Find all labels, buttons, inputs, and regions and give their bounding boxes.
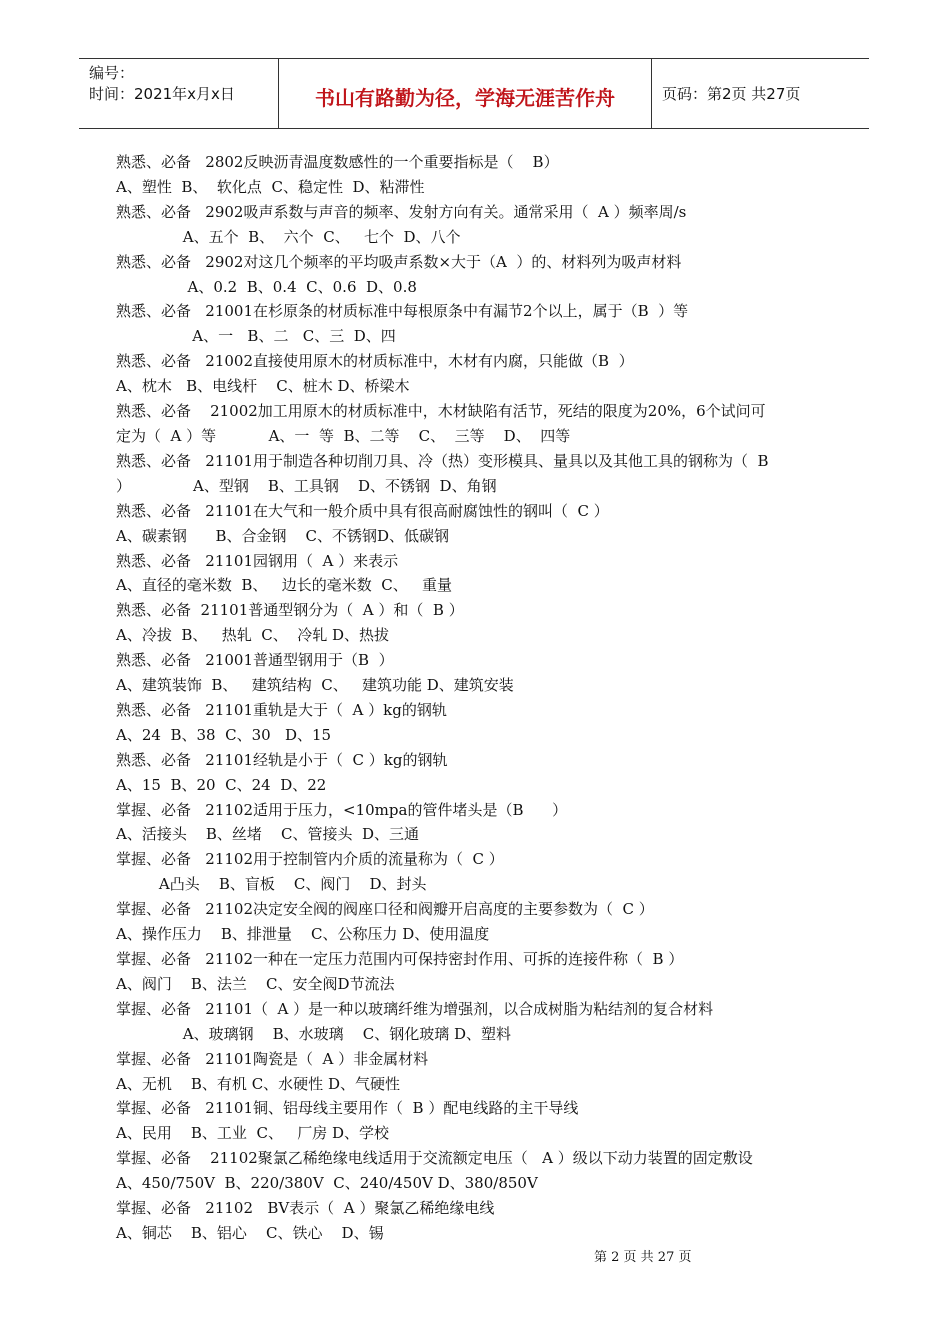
text-line: A、无机 B、有机 C、水硬性 D、气硬性 <box>116 1074 400 1093</box>
text-line: 掌握、必备 21101（ A ）是一种以玻璃纤维为增强剂，以合成树脂为粘结剂的复合材料 <box>116 999 714 1018</box>
page-footer: 第 2 页 共 27 页 <box>594 1250 692 1265</box>
text-line: A、枕木 B、电线杆 C、桩木 D、桥梁木 <box>116 377 410 396</box>
text-line: 掌握、必备 21102聚氯乙稀绝缘电线适用于交流额定电压（ A ）级以下动力装置的固定敷设 <box>116 1149 753 1168</box>
text-line: A、建筑装饰 B、 建筑结构 C、 建筑功能 D、建筑安装 <box>116 676 514 695</box>
text-line: 掌握、必备 21102适用于压力，<10mpa的管件堵头是（B ） <box>116 800 568 819</box>
number-label: 编号： <box>89 64 135 82</box>
text-line: A、活接头 B、丝堵 C、管接头 D、三通 <box>116 825 420 844</box>
text-line: 熟悉、必备 21101园钢用（ A ）来表示 <box>116 551 399 570</box>
text-line: 熟悉、必备 21101普通型钢分为（ A ）和（ B ） <box>116 601 464 620</box>
text-line: A、0.2 B、0.4 C、0.6 D、0.8 <box>116 277 417 296</box>
text-line: A、一 B、二 C、三 D、四 <box>116 327 396 346</box>
motto-text: 书山有路勤为径，学海无涯苦作舟 <box>315 86 615 110</box>
text-line: 定为（ A ）等 A、一 等 B、二等 C、 三等 D、 四等 <box>116 426 571 445</box>
text-line: A、阀门 B、法兰 C、安全阀D节流法 <box>116 974 395 993</box>
text-line: 熟悉、必备 2802反映沥青温度数感性的一个重要指标是（ B） <box>116 153 559 171</box>
text-line: A、15 B、20 C、24 D、22 <box>116 775 327 794</box>
text-line: 熟悉、必备 21001在杉原条的材质标准中每根原条中有漏节2个以上，属于（B ）等 <box>116 302 689 321</box>
text-line: A、碳素钢 B、合金钢 C、不锈钢D、低碳钢 <box>116 526 450 545</box>
text-line: 掌握、必备 21101铜、铝母线主要用作（ B ）配电线路的主干导线 <box>116 1099 579 1118</box>
text-line: 熟悉、必备 21101在大气和一般介质中具有很高耐腐蚀性的钢叫（ C ） <box>116 501 609 520</box>
text-line: A、五个 B、 六个 C、 七个 D、八个 <box>116 227 461 246</box>
text-line: 熟悉、必备 2902吸声系数与声音的频率、发射方向有关。通常采用（ A ）频率周/s <box>116 202 687 221</box>
text-line: A、操作压力 B、排泄量 C、公称压力 D、使用温度 <box>116 925 490 944</box>
text-line: 熟悉、必备 21002直接使用原木的材质标准中，木材有内腐，只能做（B ） <box>116 352 634 371</box>
page-header <box>79 58 869 129</box>
text-line: 掌握、必备 21102一种在一定压力范围内可保持密封作用、可拆的连接件称（ B ） <box>116 950 684 968</box>
text-line: 熟悉、必备 21002加工用原木的材质标准中，木材缺陷有活节，死结的限度为20%，6个试问可 <box>116 402 766 421</box>
text-line: A、24 B、38 C、30 D、15 <box>116 725 332 744</box>
header-page-info <box>652 59 869 128</box>
time-label: 时间：2021年x月x日 <box>89 85 235 103</box>
text-line: 熟悉、必备 21101用于制造各种切削刀具、冷（热）变形模具、量具以及其他工具的钢称为（ B <box>116 451 769 470</box>
text-line: 熟悉、必备 21101重轨是大于（ A ）kg的钢轨 <box>116 700 447 719</box>
text-line: 熟悉、必备 2902对这几个频率的平均吸声系数×大于（A ）的、材料列为吸声材料 <box>116 252 682 271</box>
text-line: 掌握、必备 21102用于控制管内介质的流量称为（ C ） <box>116 850 504 869</box>
header-meta <box>79 59 279 128</box>
text-line: A、民用 B、工业 C、 厂房 D、学校 <box>116 1124 390 1143</box>
text-line: 掌握、必备 21102 BV表示（ A ）聚氯乙稀绝缘电线 <box>116 1199 495 1218</box>
text-line: A、塑性 B、 软化点 C、稳定性 D、粘滞性 <box>116 177 425 196</box>
text-line: A、450/750V B、220/380V C、240/450V D、380/850V <box>116 1174 538 1193</box>
text-line: ） A、型钢 B、工具钢 D、不锈钢 D、角钢 <box>116 476 497 495</box>
text-line: A、直径的毫米数 B、 边长的毫米数 C、 重量 <box>116 576 453 595</box>
text-line: 熟悉、必备 21001普通型钢用于（B ） <box>116 651 394 670</box>
text-line: A、冷拔 B、 热轧 C、 冷轧 D、热拔 <box>116 626 390 645</box>
text-line: 掌握、必备 21102决定安全阀的阀座口径和阀瓣开启高度的主要参数为（ C ） <box>116 900 654 919</box>
page-info-text: 页码：第2页 共27页 <box>662 85 801 103</box>
text-line: 掌握、必备 21101陶瓷是（ A ）非金属材料 <box>116 1049 429 1068</box>
header-motto <box>279 59 652 128</box>
text-line: A、玻璃钢 B、水玻璃 C、钢化玻璃 D、塑料 <box>116 1024 512 1043</box>
question-list <box>116 150 846 1246</box>
text-line: A凸头 B、盲板 C、阀门 D、封头 <box>116 875 427 894</box>
text-line: 熟悉、必备 21101经轨是小于（ C ）kg的钢轨 <box>116 750 448 769</box>
text-line: A、铜芯 B、铝心 C、铁心 D、锡 <box>116 1223 384 1242</box>
